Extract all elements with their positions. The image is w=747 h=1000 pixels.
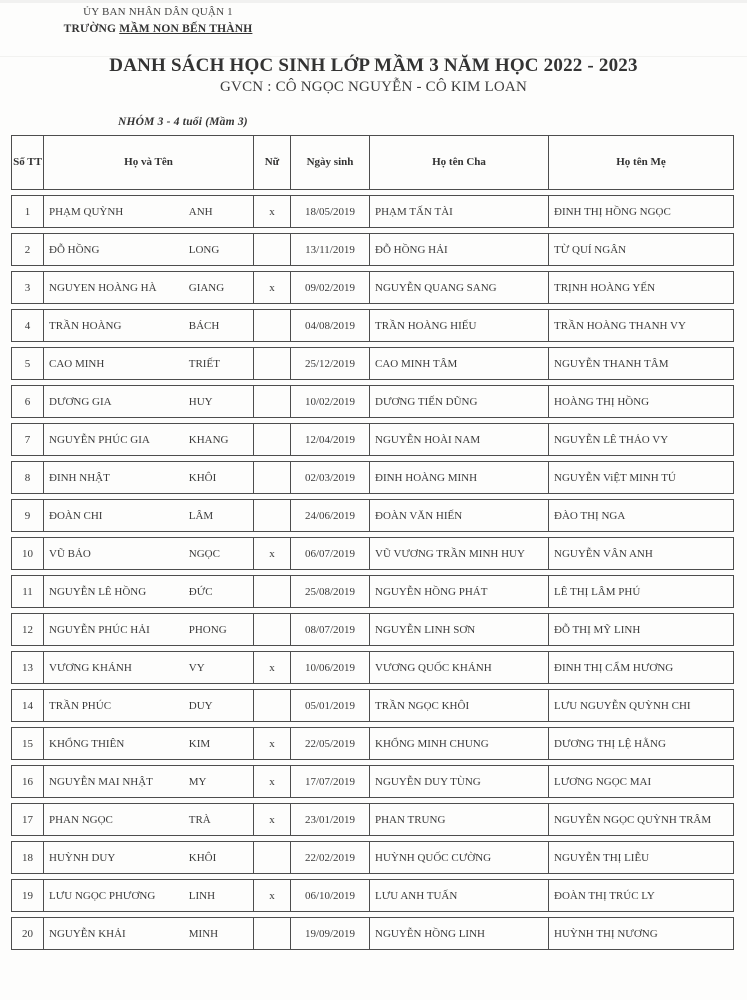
school-prefix: TRƯỜNG (63, 22, 120, 35)
cell-mother-name: NGUYỄN NGỌC QUỲNH TRÂM (548, 803, 734, 836)
family-middle-name: TRẦN PHÚC (49, 699, 112, 712)
table-row (11, 461, 734, 494)
cell-mother-name: ĐÀO THỊ NGA (548, 499, 734, 532)
cell-birthdate: 25/08/2019 (290, 575, 369, 608)
cell-student-name (43, 575, 253, 608)
family-middle-name: VƯƠNG KHÁNH (49, 661, 132, 674)
family-middle-name: TRẦN HOÀNG (49, 319, 122, 332)
table-row (11, 575, 734, 608)
family-middle-name: PHAN NGỌC (49, 813, 113, 826)
given-name: VY (188, 661, 205, 674)
cell-birthdate: 13/11/2019 (290, 233, 369, 266)
cell-row-number: 2 (11, 233, 43, 266)
col-header-name: Họ và Tên (43, 135, 253, 190)
given-name: MINH (188, 927, 219, 940)
age-group-label: NHÓM 3 - 4 tuổi (Mầm 3) (118, 116, 248, 128)
cell-student-name (43, 309, 253, 342)
cell-mother-name: ĐOÀN THỊ TRÚC LY (548, 879, 734, 912)
cell-row-number: 12 (11, 613, 43, 646)
cell-father-name: PHAN TRUNG (369, 803, 548, 836)
given-name: KHÔI (188, 471, 217, 484)
cell-row-number: 11 (11, 575, 43, 608)
cell-father-name: ĐỖ HỒNG HẢI (369, 233, 548, 266)
cell-student-name (43, 689, 253, 722)
family-middle-name: NGUYỄN LÊ HỒNG (49, 585, 147, 598)
cell-student-name (43, 803, 253, 836)
table-row (11, 613, 734, 646)
col-header-mother: Họ tên Mẹ (548, 135, 734, 190)
cell-row-number: 17 (11, 803, 43, 836)
cell-row-number: 15 (11, 727, 43, 760)
document-title: DANH SÁCH HỌC SINH LỚP MẦM 3 NĂM HỌC 2022 - 2023 (109, 55, 638, 76)
cell-mother-name: ĐINH THỊ HỒNG NGỌC (548, 195, 734, 228)
given-name: KHÔI (188, 851, 217, 864)
cell-mother-name: ĐINH THỊ CẨM HƯƠNG (548, 651, 734, 684)
family-middle-name: NGUYỄN PHÚC GIA (49, 433, 150, 446)
family-middle-name: NGUYEN HOÀNG HÀ (49, 281, 157, 294)
cell-mother-name: NGUYỄN ViỆT MINH TÚ (548, 461, 734, 494)
cell-father-name: PHẠM TẤN TÀI (369, 195, 548, 228)
cell-row-number: 4 (11, 309, 43, 342)
cell-father-name: NGUYỄN LINH SƠN (369, 613, 548, 646)
cell-female-mark (253, 499, 290, 532)
cell-birthdate: 19/09/2019 (290, 917, 369, 950)
table-row (11, 309, 734, 342)
cell-father-name: NGUYỄN HOÀI NAM (369, 423, 548, 456)
cell-female-mark: x (253, 765, 290, 798)
given-name: BÁCH (188, 319, 220, 332)
cell-row-number: 3 (11, 271, 43, 304)
student-roster-table (11, 130, 734, 955)
cell-student-name (43, 385, 253, 418)
cell-row-number: 8 (11, 461, 43, 494)
table-row (11, 841, 734, 874)
cell-female-mark: x (253, 195, 290, 228)
table-row (11, 651, 734, 684)
table-body (11, 195, 734, 950)
cell-row-number: 20 (11, 917, 43, 950)
table-row (11, 917, 734, 950)
cell-mother-name: TỪ QUÍ NGÂN (548, 233, 734, 266)
given-name: NGỌC (188, 547, 220, 560)
cell-mother-name: NGUYỄN THỊ LIỄU (548, 841, 734, 874)
given-name: TRIẾT (188, 357, 220, 370)
table-row (11, 727, 734, 760)
cell-father-name: VƯƠNG QUỐC KHÁNH (369, 651, 548, 684)
cell-female-mark: x (253, 651, 290, 684)
cell-female-mark: x (253, 727, 290, 760)
cell-father-name: CAO MINH TÂM (369, 347, 548, 380)
cell-mother-name: NGUYỄN LÊ THẢO VY (548, 423, 734, 456)
cell-row-number: 18 (11, 841, 43, 874)
cell-student-name (43, 613, 253, 646)
cell-female-mark (253, 233, 290, 266)
given-name: KIM (188, 737, 211, 750)
cell-birthdate: 10/06/2019 (290, 651, 369, 684)
given-name: KHANG (188, 433, 229, 446)
cell-student-name (43, 423, 253, 456)
family-middle-name: ĐINH NHẬT (49, 471, 110, 484)
family-middle-name: NGUYỄN PHÚC HẢI (49, 623, 150, 636)
given-name: DUY (188, 699, 213, 712)
table-row (11, 423, 734, 456)
family-middle-name: NGUYỄN KHẢI (49, 927, 126, 940)
cell-birthdate: 04/08/2019 (290, 309, 369, 342)
cell-student-name (43, 651, 253, 684)
family-middle-name: HUỲNH DUY (49, 851, 116, 864)
cell-student-name (43, 765, 253, 798)
cell-female-mark: x (253, 879, 290, 912)
cell-birthdate: 08/07/2019 (290, 613, 369, 646)
cell-female-mark (253, 423, 290, 456)
cell-student-name (43, 879, 253, 912)
homeroom-teachers-line: GVCN : CÔ NGỌC NGUYỄN - CÔ KIM LOAN (220, 79, 527, 95)
table-row (11, 271, 734, 304)
cell-father-name: NGUYỄN HỒNG LINH (369, 917, 548, 950)
cell-birthdate: 22/02/2019 (290, 841, 369, 874)
given-name: ANH (188, 205, 213, 218)
given-name: LINH (188, 889, 216, 902)
cell-row-number: 5 (11, 347, 43, 380)
col-header-female: Nữ (253, 135, 290, 190)
cell-female-mark (253, 309, 290, 342)
cell-father-name: NGUYỄN QUANG SANG (369, 271, 548, 304)
table-row (11, 499, 734, 532)
cell-student-name (43, 537, 253, 570)
cell-mother-name: HUỲNH THỊ NƯƠNG (548, 917, 734, 950)
given-name: MY (188, 775, 207, 788)
cell-birthdate: 02/03/2019 (290, 461, 369, 494)
cell-father-name: VŨ VƯƠNG TRẦN MINH HUY (369, 537, 548, 570)
cell-father-name: TRẦN NGỌC KHÔI (369, 689, 548, 722)
cell-female-mark: x (253, 271, 290, 304)
cell-student-name (43, 233, 253, 266)
table-row (11, 765, 734, 798)
cell-mother-name: ĐỖ THỊ MỸ LINH (548, 613, 734, 646)
col-header-father: Họ tên Cha (369, 135, 548, 190)
family-middle-name: CAO MINH (49, 357, 105, 370)
table-row (11, 347, 734, 380)
cell-birthdate: 10/02/2019 (290, 385, 369, 418)
family-middle-name: DƯƠNG GIA (49, 395, 112, 408)
cell-female-mark (253, 347, 290, 380)
cell-female-mark: x (253, 803, 290, 836)
cell-mother-name: DƯƠNG THỊ LỆ HẰNG (548, 727, 734, 760)
family-middle-name: VŨ BẢO (49, 547, 91, 560)
cell-birthdate: 24/06/2019 (290, 499, 369, 532)
cell-student-name (43, 841, 253, 874)
family-middle-name: LƯU NGỌC PHƯƠNG (49, 889, 156, 902)
cell-birthdate: 09/02/2019 (290, 271, 369, 304)
cell-female-mark (253, 917, 290, 950)
cell-father-name: ĐINH HOÀNG MINH (369, 461, 548, 494)
cell-father-name: TRẦN HOÀNG HIẾU (369, 309, 548, 342)
family-middle-name: ĐỖ HỒNG (49, 243, 100, 256)
cell-birthdate: 17/07/2019 (290, 765, 369, 798)
cell-father-name: DƯƠNG TIẾN DŨNG (369, 385, 548, 418)
org-name-district: ỦY BAN NHÂN DÂN QUẬN 1 (83, 6, 233, 18)
cell-student-name (43, 195, 253, 228)
cell-mother-name: LƯƠNG NGỌC MAI (548, 765, 734, 798)
given-name: LÂM (188, 509, 214, 522)
cell-row-number: 13 (11, 651, 43, 684)
cell-mother-name: NGUYỄN VÂN ANH (548, 537, 734, 570)
cell-student-name (43, 347, 253, 380)
table-row (11, 195, 734, 228)
cell-birthdate: 25/12/2019 (290, 347, 369, 380)
given-name: GIANG (188, 281, 225, 294)
cell-mother-name: TRỊNH HOÀNG YẾN (548, 271, 734, 304)
family-middle-name: ĐOÀN CHI (49, 509, 103, 522)
cell-birthdate: 12/04/2019 (290, 423, 369, 456)
given-name: PHONG (188, 623, 227, 636)
cell-mother-name: TRẦN HOÀNG THANH VY (548, 309, 734, 342)
cell-birthdate: 22/05/2019 (290, 727, 369, 760)
cell-father-name: NGUYỄN HỒNG PHÁT (369, 575, 548, 608)
cell-mother-name: LÊ THỊ LÂM PHÚ (548, 575, 734, 608)
cell-father-name: LƯU ANH TUẤN (369, 879, 548, 912)
cell-row-number: 1 (11, 195, 43, 228)
cell-mother-name: NGUYỄN THANH TÂM (548, 347, 734, 380)
table-header-row (11, 135, 734, 190)
cell-female-mark (253, 385, 290, 418)
cell-birthdate: 06/07/2019 (290, 537, 369, 570)
cell-row-number: 14 (11, 689, 43, 722)
cell-female-mark (253, 613, 290, 646)
table-row (11, 385, 734, 418)
scan-edge-artifact (0, 0, 747, 3)
given-name: TRÀ (188, 813, 211, 826)
cell-father-name: HUỲNH QUỐC CƯỜNG (369, 841, 548, 874)
cell-student-name (43, 499, 253, 532)
family-middle-name: PHẠM QUỲNH (49, 205, 124, 218)
cell-female-mark (253, 461, 290, 494)
cell-female-mark (253, 841, 290, 874)
table-row (11, 537, 734, 570)
col-header-stt: Số TT (11, 135, 43, 190)
cell-female-mark (253, 689, 290, 722)
cell-student-name (43, 271, 253, 304)
cell-father-name: KHỔNG MINH CHUNG (369, 727, 548, 760)
table-row (11, 879, 734, 912)
table-row (11, 233, 734, 266)
cell-row-number: 10 (11, 537, 43, 570)
cell-mother-name: LƯU NGUYỄN QUỲNH CHI (548, 689, 734, 722)
table-row (11, 803, 734, 836)
cell-row-number: 7 (11, 423, 43, 456)
cell-birthdate: 06/10/2019 (290, 879, 369, 912)
school-name-underlined: MẦM NON BẾN THÀNH (119, 22, 253, 35)
cell-row-number: 19 (11, 879, 43, 912)
cell-female-mark: x (253, 537, 290, 570)
cell-row-number: 6 (11, 385, 43, 418)
cell-birthdate: 18/05/2019 (290, 195, 369, 228)
letterhead (62, 5, 254, 38)
cell-female-mark (253, 575, 290, 608)
cell-student-name (43, 917, 253, 950)
table-row (11, 689, 734, 722)
given-name: ĐỨC (188, 585, 213, 598)
family-middle-name: KHỔNG THIÊN (49, 737, 125, 750)
col-header-birthdate: Ngày sinh (290, 135, 369, 190)
cell-student-name (43, 727, 253, 760)
given-name: LONG (188, 243, 220, 256)
family-middle-name: NGUYỄN MAI NHẬT (49, 775, 153, 788)
cell-row-number: 9 (11, 499, 43, 532)
given-name: HUY (188, 395, 213, 408)
cell-row-number: 16 (11, 765, 43, 798)
cell-mother-name: HOÀNG THỊ HỒNG (548, 385, 734, 418)
org-name-school (62, 21, 254, 38)
cell-father-name: NGUYỄN DUY TÙNG (369, 765, 548, 798)
cell-student-name (43, 461, 253, 494)
cell-birthdate: 05/01/2019 (290, 689, 369, 722)
cell-father-name: ĐOÀN VĂN HIẾN (369, 499, 548, 532)
cell-birthdate: 23/01/2019 (290, 803, 369, 836)
